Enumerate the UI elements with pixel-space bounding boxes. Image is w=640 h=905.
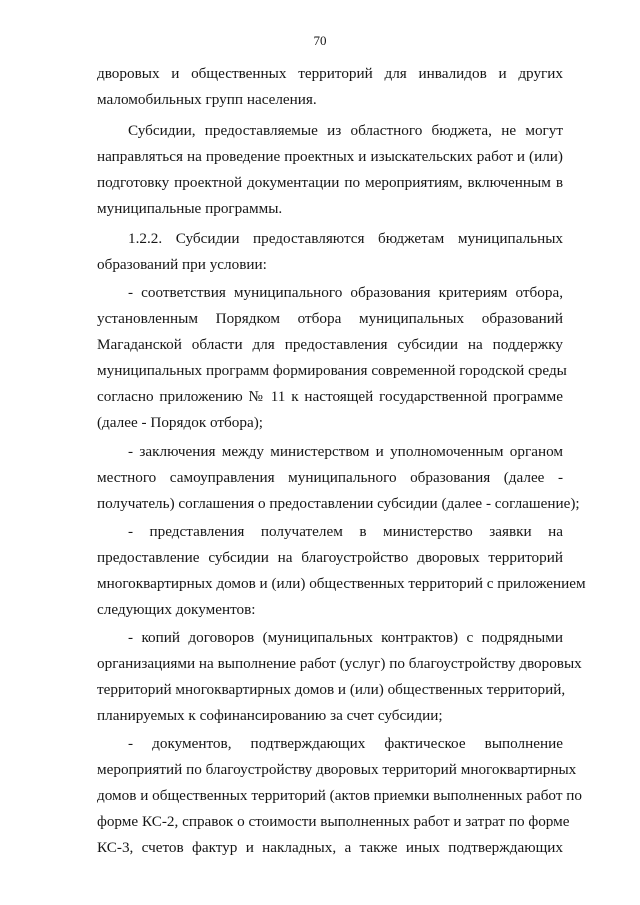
text-line: образований при условии: xyxy=(97,256,267,273)
text-line: Субсидии, предоставляемые из областного бюджета, не могут xyxy=(128,122,563,139)
text-line: маломобильных групп населения. xyxy=(97,91,317,108)
text-line: 1.2.2. Субсидии предоставляются бюджетам муниципальных xyxy=(128,230,563,247)
text-line: форме КС-2, справок о стоимости выполненных работ и затрат по форме xyxy=(97,813,570,830)
text-line: предоставление субсидии на благоустройство дворовых территорий xyxy=(97,549,563,566)
text-line: (далее - Порядок отбора); xyxy=(97,414,263,431)
text-line: планируемых к софинансированию за счет субсидии; xyxy=(97,707,443,724)
text-line: - заключения между министерством и уполномоченным органом xyxy=(128,443,563,460)
text-line: получатель) соглашения о предоставлении субсидии (далее - соглашение); xyxy=(97,495,580,512)
text-line: - копий договоров (муниципальных контрактов) с подрядными xyxy=(128,629,563,646)
text-line: подготовку проектной документации по мероприятиям, включенным в xyxy=(97,174,563,191)
text-line: - соответствия муниципального образования критериям отбора, xyxy=(128,284,563,301)
text-line: дворовых и общественных территорий для инвалидов и других xyxy=(97,65,563,82)
text-line: муниципальные программы. xyxy=(97,200,283,217)
text-line: - представления получателем в министерство заявки на xyxy=(128,523,563,540)
text-line: согласно приложению № 11 к настоящей государственной программе xyxy=(97,388,563,405)
text-line: направляться на проведение проектных и изыскательских работ и (или) xyxy=(97,148,563,165)
text-line: установленным Порядком отбора муниципальных образований xyxy=(97,310,563,327)
text-line: местного самоуправления муниципального образования (далее - xyxy=(97,469,563,486)
text-line: домов и общественных территорий (актов приемки выполненных работ по xyxy=(97,787,582,804)
text-line: многоквартирных домов и (или) общественных территорий с приложением xyxy=(97,575,586,592)
text-line: организациями на выполнение работ (услуг) по благоустройству дворовых xyxy=(97,655,582,672)
page-number: 70 xyxy=(313,33,327,48)
text-line: - документов, подтверждающих фактическое выполнение xyxy=(128,735,563,752)
text-line: следующих документов: xyxy=(97,601,256,618)
text-line: муниципальных программ формирования современной городской среды xyxy=(97,362,567,379)
text-line: мероприятий по благоустройству дворовых территорий многоквартирных xyxy=(97,761,577,778)
text-line: территорий многоквартирных домов и (или) общественных территорий, xyxy=(97,681,566,698)
text-line: КС-3, счетов фактур и накладных, а также иных подтверждающих xyxy=(97,839,563,856)
text-line: Магаданской области для предоставления субсидии на поддержку xyxy=(97,336,563,353)
